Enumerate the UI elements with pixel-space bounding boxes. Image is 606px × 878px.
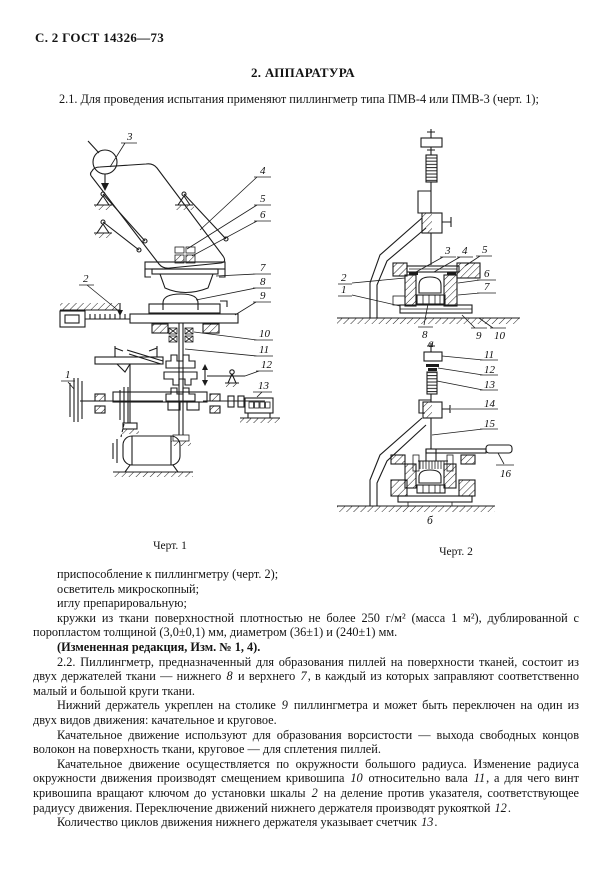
- part-label: 10: [259, 328, 270, 340]
- part-label: 4: [260, 165, 266, 177]
- text-segment: приспособление к пиллингметру (черт. 2);: [57, 567, 279, 581]
- part-label: 9: [476, 330, 482, 342]
- text-segment: (Измененная редакция, Изм. № 1, 4).: [57, 639, 261, 654]
- text-segment: .: [434, 815, 438, 830]
- figure-2-drawing: [330, 125, 606, 565]
- paragraph-counter: [33, 815, 579, 830]
- figure-1-caption: Черт. 1: [153, 540, 187, 552]
- text-segment: Количество циклов движения нижнего держателя указывает счетчик: [57, 815, 421, 830]
- text-segment: Качательное движение используют для образования ворсистости — выхода свободных концов волокон на поверхность ткани, круговое — для сплетения пиллей.: [33, 727, 579, 757]
- figure-ref: 2: [311, 785, 318, 800]
- paragraph-2-1: [35, 92, 579, 107]
- subfigure-a-label: а: [428, 338, 434, 350]
- figure-ref: 9: [281, 698, 288, 713]
- paragraph-swing-motion: [33, 728, 579, 757]
- part-label: 15: [484, 418, 495, 430]
- part-label: 13: [484, 379, 495, 391]
- part-label: 6: [260, 209, 266, 221]
- figure-ref: 8: [226, 669, 233, 684]
- part-label: 8: [260, 276, 266, 288]
- text-segment: иглу препарировальную;: [57, 596, 187, 611]
- list-item-attachment: [33, 567, 579, 582]
- list-item-circles: [33, 611, 579, 640]
- part-label: 16: [500, 468, 511, 480]
- shift-handle: [207, 370, 245, 387]
- cycle-counter: [240, 398, 280, 423]
- text-segment: и верхнего: [233, 669, 300, 684]
- part-label: 1: [65, 369, 71, 381]
- figure-ref: 10: [350, 771, 363, 786]
- crank-plate: [95, 346, 163, 434]
- part-label: 5: [260, 193, 266, 205]
- paragraph-lower-holder: [33, 698, 579, 727]
- part-label: 12: [261, 359, 272, 371]
- figure-ref: 7: [300, 669, 307, 684]
- radius-screw: [60, 303, 130, 327]
- part-label: 2: [83, 273, 89, 285]
- page-header: С. 2 ГОСТ 14326—73: [35, 30, 165, 45]
- text-segment: 2.1. Для проведения испытания применяют пиллингметр типа ПМВ-4 или ПМВ-3 (черт. 1);: [59, 92, 539, 106]
- figure-ref: 11: [473, 771, 486, 786]
- text-segment: относительно вала: [363, 771, 473, 786]
- part-label: 9: [260, 290, 266, 302]
- paragraph-2-2: [33, 655, 579, 699]
- text-segment: , а для чего винт кривошипа вращают ключом до установки шкалы: [33, 771, 579, 800]
- lower-holder-table: [130, 294, 238, 333]
- text-segment: на деление против указателя, соответствующее радиусу движения. Переключение движений нижнего держателя производят рукояткой: [33, 785, 579, 815]
- text-segment: Качательное движение осуществляется по окружности большого радиуса. Изменение радиуса окружности движения производят смещением кривошипа: [33, 756, 579, 786]
- text-segment: 2.2. Пиллингметр, предназначенный для образования пиллей на поверхности тканей, состоит из двух держателей ткани — нижнего: [33, 654, 579, 684]
- pivot-links: [94, 192, 228, 252]
- part-label: 3: [127, 131, 133, 143]
- figure-1-drawing: [35, 125, 335, 555]
- text-segment: .: [507, 800, 511, 815]
- leader-lines-a: [338, 256, 506, 328]
- part-label: 3: [445, 245, 451, 257]
- text-segment: кружки из ткани поверхностной плотностью не более 250 г/м² (масса 1 м²), дублированной с поропластом толщиной (3,0±0,1) мм, диаметром (36±1) и (240±1) мм.: [33, 610, 579, 640]
- part-label: 12: [484, 364, 495, 376]
- part-label: 7: [484, 281, 490, 293]
- part-label: 5: [482, 244, 488, 256]
- text-segment: , в каждый из которых заправляют соответственно малый и большой круги ткани.: [33, 669, 579, 698]
- figure-ref: 12: [494, 800, 507, 815]
- section-title: 2. АППАРАТУРА: [251, 65, 355, 80]
- clutch-blocks: [175, 247, 195, 263]
- text-segment: осветитель микроскопный;: [57, 581, 200, 596]
- body-text: [33, 567, 579, 830]
- attachment-section-b: [337, 455, 495, 512]
- part-label: 11: [484, 349, 495, 361]
- part-label: 1: [341, 284, 347, 296]
- list-item-illuminator: [33, 582, 579, 597]
- part-label: 13: [258, 380, 269, 392]
- text-segment: Нижний держатель укреплен на столике: [57, 698, 281, 713]
- part-label: 8: [422, 329, 428, 341]
- part-label: 6: [484, 268, 490, 280]
- part-label: 10: [494, 330, 505, 342]
- amended-note: [33, 640, 579, 655]
- part-label: 14: [484, 398, 495, 410]
- stand-arm-a: [337, 218, 520, 324]
- figure-ref: 13: [421, 815, 434, 830]
- list-item-needle: [33, 596, 579, 611]
- part-label: 11: [259, 344, 270, 356]
- text-segment: пиллингметра и может быть переключен на один из двух видов движения: качательное и круговое.: [33, 698, 580, 727]
- paragraph-radius: [33, 757, 579, 815]
- part-labels-b: [427, 349, 512, 527]
- part-label: 4: [462, 245, 468, 257]
- part-label: 7: [260, 262, 266, 274]
- subfigure-b-label: б: [427, 515, 433, 527]
- figure-2-caption: Черт. 2: [439, 546, 473, 558]
- part-label: 2: [341, 272, 347, 284]
